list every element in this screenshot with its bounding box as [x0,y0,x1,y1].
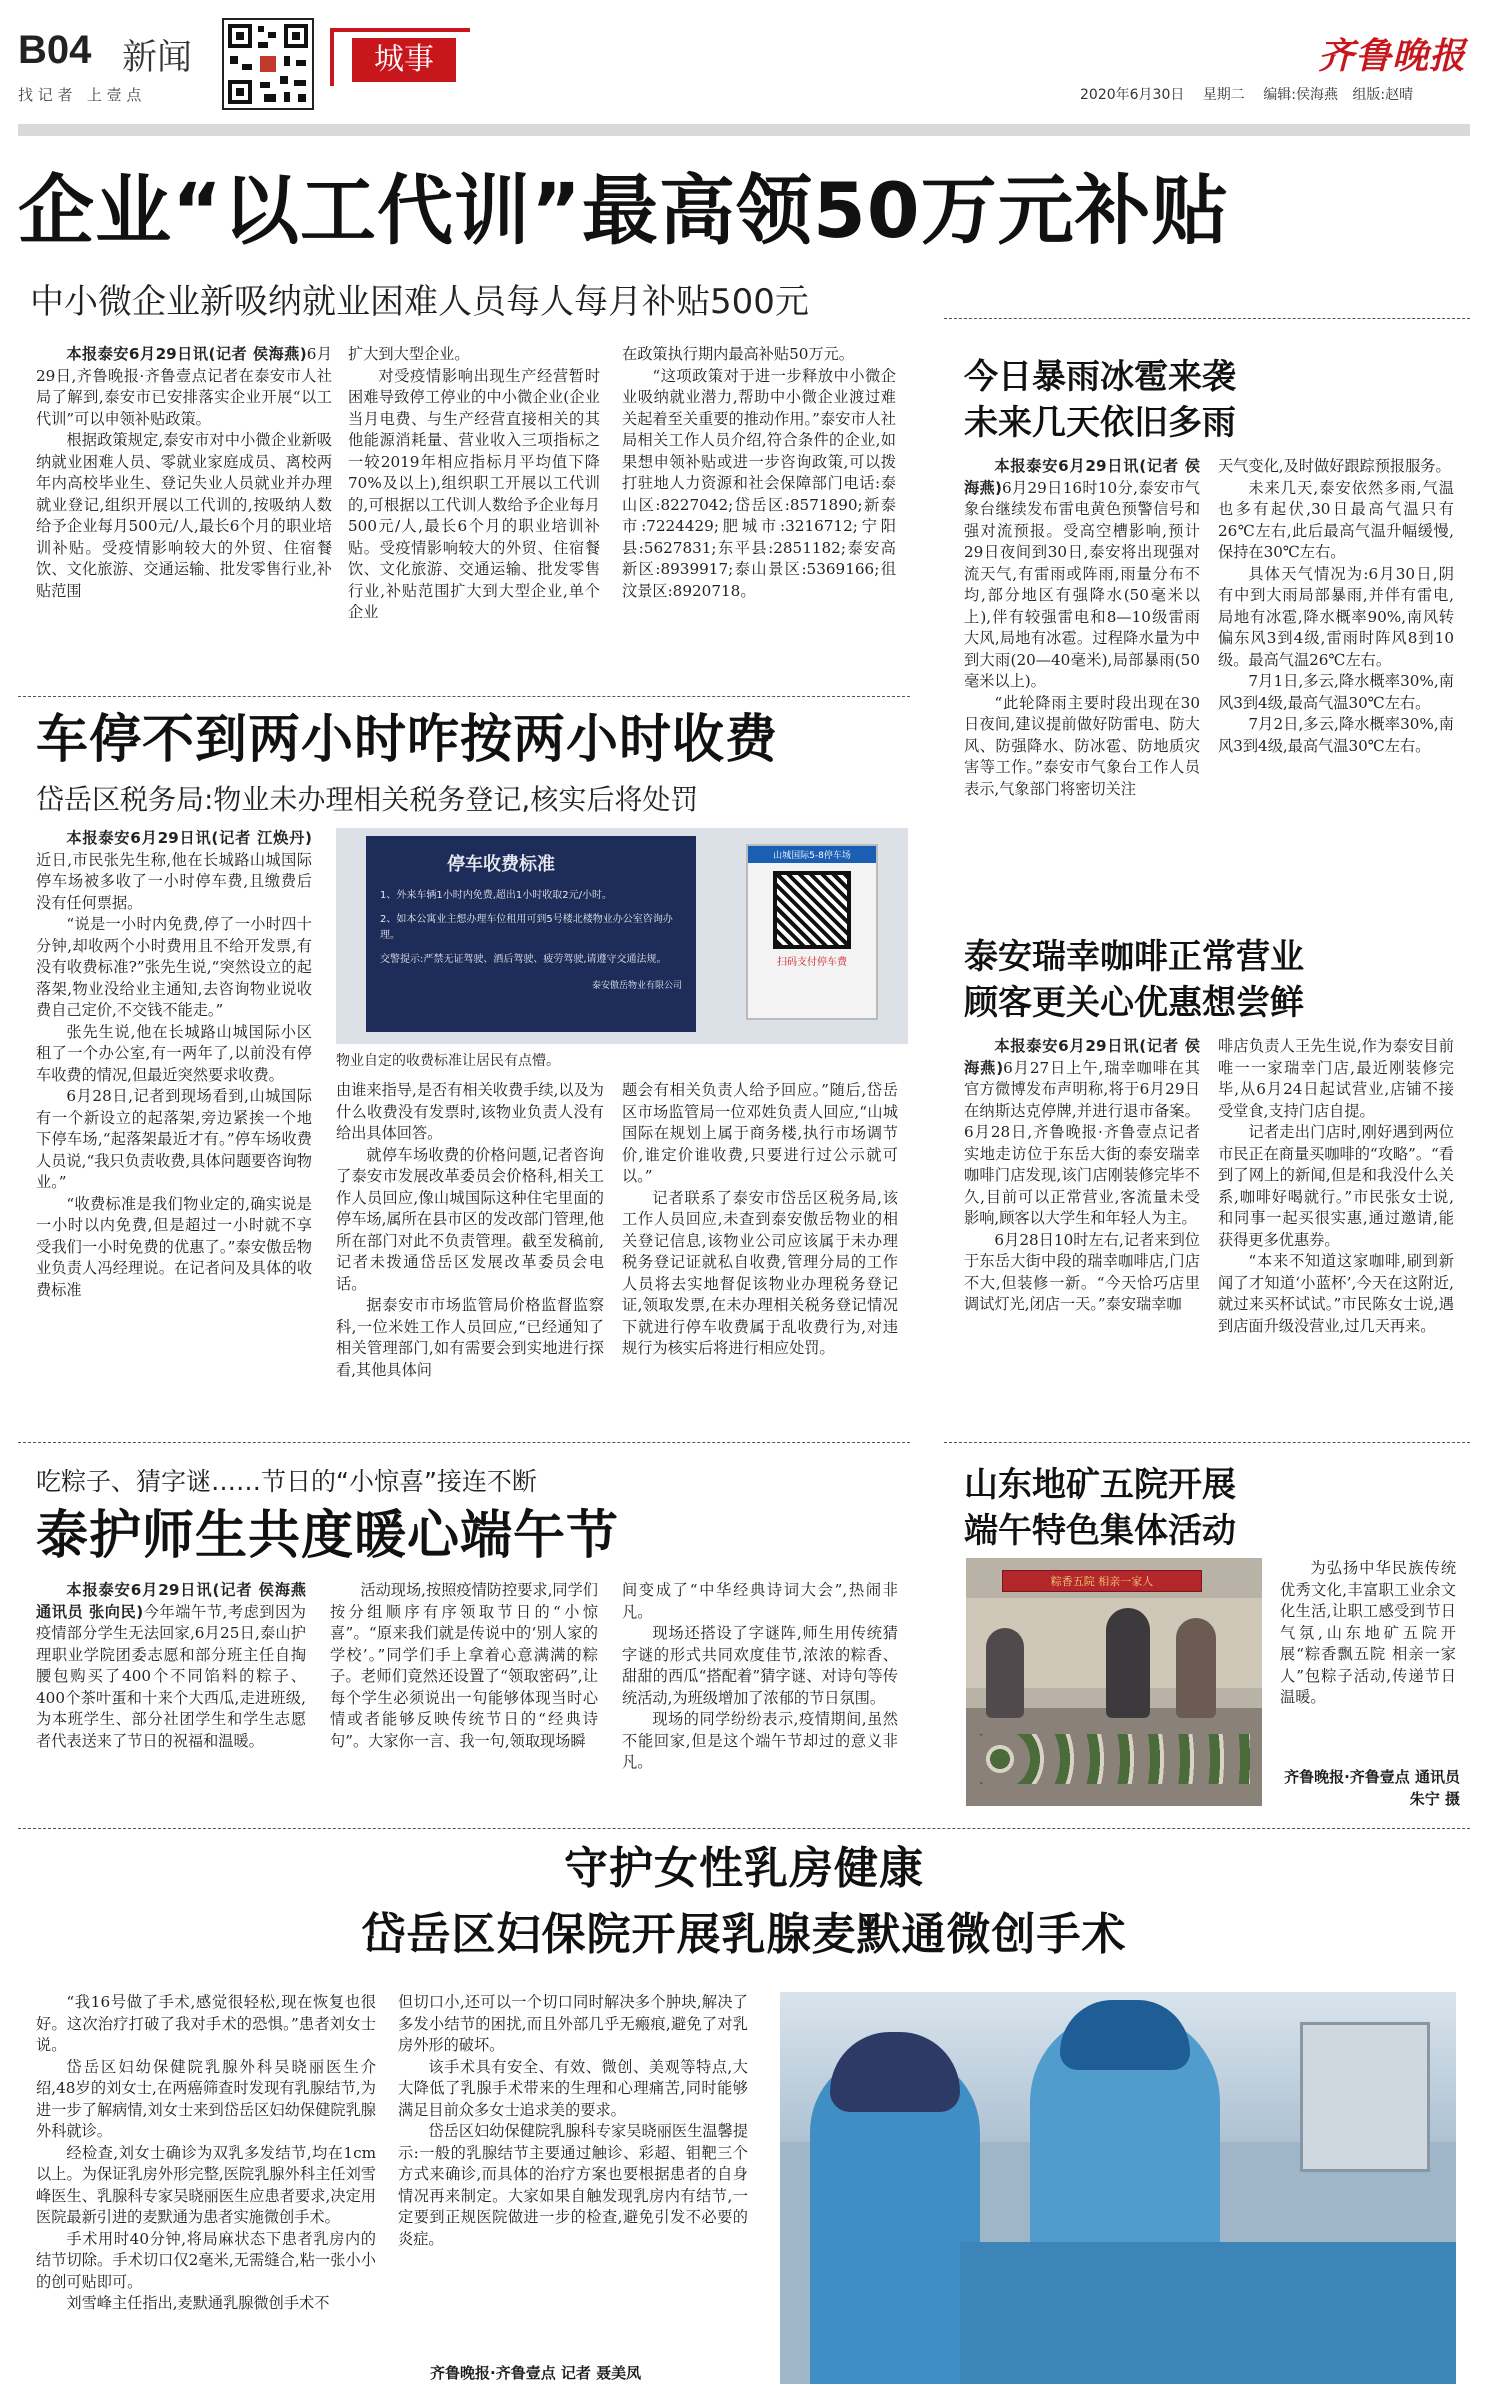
a1-col1-p2: 根据政策规定,泰安市对中小微企业新吸纳就业困难人员、零就业家庭成员、离校两年内高校毕业生、登记失业人员就业并办理就业登记,组织开展以工代训的,按吸纳人数给予企业每月500元/人,最长6个月的职业培训补贴。受疫情影响较大的外贸、住宿餐饮、文化旅游、交通运输、批发零售行业,补贴范围 [36,431,332,600]
a6-photo-bowls [980,1734,1250,1784]
a2-col1-p1: 近日,市民张先生称,他在长城路山城国际停车场被多收了一小时停车费,且缴费后没有任何票据。 [36,850,312,912]
a1-subtitle: 中小微企业新吸纳就业困难人员每人每月补贴500元 [30,282,809,322]
a3-col2-p3: 具体天气情况为:6月30日,阴有中到大雨局部暴雨,并伴有雷电,局地有冰雹,降水概率90%,南风转偏东风3到4级,雷雨时阵风8到10级。最高气温26℃左右。 [1218,564,1454,669]
a4-col2-p2: 记者走出门店时,刚好遇到两位市民正在商量买咖啡的“攻略”。“看到了网上的新闻,但是和我没什么关系,咖啡好喝就行。”市民张女士说,和同事一起买很实惠,通过邀请,能获得更多优惠券。 [1218,1123,1454,1249]
divider [944,318,1470,319]
a5-col3 [622,1580,898,1774]
a1-title: 企业“以工代训”最高领50万元补贴 [18,166,1229,255]
a5-byline: 本报泰安6月29日讯(记者 侯海燕 通讯员 张向民) [36,1581,306,1621]
a7-title2: 岱岳区妇保院开展乳腺麦默通微创手术 [361,1909,1127,1960]
a6-photo-person [1176,1618,1216,1718]
a6-text-p: 为弘扬中华民族传统优秀文化,丰富职工业余文化生活,让职工感受到节日气氛,山东地矿五院开展“粽香飘五院 相亲一家人”包粽子活动,传递节日温暖。 [1280,1559,1456,1706]
a3-col2-p4: 7月1日,多云,降水概率30%,南风3到4级,最高气温30℃左右。 [1218,672,1454,712]
a4-col2-p1: 啡店负责人王先生说,作为泰安目前唯一一家瑞幸门店,最近刚装修完毕,从6月24日起试营业,店铺不接受堂食,支持门店自提。 [1218,1037,1454,1120]
parking-sign-title: 停车收费标准 [447,854,555,875]
qr-payment-caption: 扫码支付停车费 [777,957,847,968]
a5-col3-p2: 现场还搭设了字谜阵,师生用传统猜字谜的形式共同欢度佳节,浓浓的粽香、甜甜的西瓜“搭配着”猜字谜、对诗句等传统活动,为班级增加了浓郁的节日氛围。 [622,1624,898,1707]
a5-col1-p1: 今年端午节,考虑到因为疫情部分学生无法回家,6月25日,泰山护理职业学院团委志愿和部分班主任自掏腰包购买了400个不同馅料的粽子、400个茶叶蛋和十来个大西瓜,走进班级,为本班学生、部分社团学生和学生志愿者代表送来了节日的祝福和温暖。 [36,1602,306,1750]
parking-sign-company: 泰安傲岳物业有限公司 [591,981,682,991]
a5-col3-p1: 间变成了“中华经典诗词大会”,热闹非凡。 [622,1581,898,1621]
divider [18,696,910,697]
a1-col2-p2: 对受疫情影响出现生产经营暂时困难导致停工停业的中小微企业(企业当月电费、与生产经营直接相关的其他能源消耗量、营业收入三项指标之一较2019年相应指标月平均值下降70%及以上),组织职工开展以工代训的,可根据以工代训人数给予企业每月500元/人,最长6个月的职业培训补贴。受疫情影响较大的外贸、住宿餐饮、文化旅游、交通运输、批发零售行业,补贴范围扩大到大型企业,单个企业 [348,366,600,621]
a6-credit: 齐鲁晚报·齐鲁壹点 通讯员 朱宁 摄 [1284,1768,1460,1808]
a2-col3-p1: 题会有相关负责人给予回应。”随后,岱岳区市场监管局一位邓姓负责人回应,“山城国际在规划上属于商务楼,执行市场调节价,谁定价谁收费,只要进行过公示就可以。” [622,1081,898,1185]
parking-sign-line: 2、如本公寓业主想办理车位租用可到5号楼北楼物业办公室咨询办理。 [380,914,673,941]
section-name: 新闻 [122,38,193,78]
qr-code-icon [222,18,314,110]
a7-credit: 齐鲁晚报·齐鲁壹点 记者 聂美凤 [430,2364,642,2382]
a2-col3 [622,1080,898,1360]
a7-col2-p3: 岱岳区妇幼保健院乳腺科专家吴晓丽医生温馨提示:一般的乳腺结节主要通过触诊、彩超、钼靶三个方式来确诊,而具体的治疗方案也要根据患者的自身情况再来制定。大家如果自触发现乳房内有结节,一定要到正规医院做进一步的检查,避免引发不必要的炎症。 [398,2122,748,2248]
a3-col2-p1: 天气变化,及时做好跟踪预报服务。 [1218,457,1451,475]
a3-col2-p5: 7月2日,多云,降水概率30%,南风3到4级,最高气温30℃左右。 [1218,715,1454,755]
parking-sign-line: 1、外来车辆1小时内免费,超出1小时收取2元/小时。 [380,890,612,901]
a2-col1 [36,828,312,1428]
a4-col2 [1218,1036,1454,1337]
a1-byline: 本报泰安6月29日讯(记者 侯海燕) [66,345,307,363]
a1-col2 [348,344,600,624]
a5-col2 [330,1580,598,1752]
a4-title: 泰安瑞幸咖啡正常营业 顾客更关心优惠想尝鲜 [964,937,1304,1023]
editor: 编辑:侯海燕 [1263,87,1338,103]
a7-col2-p2: 该手术具有安全、有效、微创、美观等特点,大大降低了乳腺手术带来的生理和心理痛苦,同时能够满足目前众多女士追求美的要求。 [398,2057,748,2119]
a5-kicker: 吃粽子、猜字谜……节日的“小惊喜”接连不断 [36,1467,537,1496]
a1-col3-p1: 在政策执行期内最高补贴50万元。 [622,345,854,363]
a5-col2-p1: 活动现场,按照疫情防控要求,同学们按分组顺序有序领取节日的“小惊喜”。“原来我们就是传说中的‘别人家的学校’。”同学们手上拿着心意满满的粽子。老师们竟然还设置了“领取密码”,让每个学生必须说出一句能够体现当时心情或者能够反映传统节日的“经典诗句”。大家你一言、我一句,领取现场瞬 [330,1581,598,1750]
a7-col1-p3: 经检查,刘女士确诊为双乳多发结节,均在1cm以上。为保证乳房外形完整,医院乳腺外科主任刘雪峰医生、乳腺科专家吴晓丽医生应患者要求,决定用医院最新引进的麦默通为患者实施微创手术。 [36,2143,376,2226]
layout-editor: 组版:赵晴 [1352,87,1414,103]
a7-col1-p4: 手术用时40分钟,将局麻状态下患者乳房内的结节切除。手术切口仅2毫米,无需缝合,粘一张小小的创可贴即可。 [36,2229,376,2291]
a6-banner-text: 粽香五院 相亲一家人 [1050,1575,1154,1588]
a2-byline: 本报泰安6月29日讯(记者 江焕丹) [66,829,312,847]
newspaper-logo: 齐鲁晚报 [1318,35,1467,77]
a6-photo-person [1106,1608,1150,1718]
a3-col1-p1: 6月29日16时10分,泰安市气象台继续发布雷电黄色预警信号和强对流预报。受高空槽影响,预计29日夜间到30日,泰安将出现强对流天气,有雷雨或阵雨,雨量分布不均,部分地区有强降水(50毫米以上),伴有较强雷电和8—10级雷雨大风,局地有冰雹。过程降水量为中到大雨(20—40毫米),局部暴雨(50毫米以上)。 [964,478,1200,690]
a4-byline: 本报泰安6月29日讯(记者 侯海燕) [964,1037,1200,1077]
a2-subtitle: 岱岳区税务局:物业未办理相关税务登记,核实后将处罚 [36,783,699,816]
a5-col3-p3: 现场的同学纷纷表示,疫情期间,虽然不能回家,但是这个端午节却过的意义非凡。 [622,1710,898,1771]
qr-payment-title: 山城国际5-8停车场 [748,846,876,863]
masthead [0,0,1488,140]
a4-col2-p3: “本来不知道这家咖啡,刷到新闻了才知道‘小蓝杯’,今天在这附近,就过来买杯试试。”市民陈女士说,遇到店面升级没营业,过几天再来。 [1218,1252,1454,1335]
a2-col2 [336,1080,604,1381]
a2-col2-p2: 就停车场收费的价格问题,记者咨询了泰安市发展改革委员会价格科,相关工作人员回应,像山城国际这种住宅里面的停车场,属所在县市区的发改部门管理,他所在部门对此不负责管理。截至发稿前,记者未拨通岱岳区发展改革委员会电话。 [336,1145,604,1293]
a4-col1-p2: 6月28日10时左右,记者来到位于东岳大街中段的瑞幸咖啡店,门店不大,但装修一新。“今天恰巧店里调试灯光,闭店一天。”泰安瑞幸咖 [964,1230,1200,1313]
a3-col1 [964,456,1200,800]
parking-sign-board [366,836,696,1032]
a2-col2-p1: 由谁来指导,是否有相关收费手续,以及为什么收费没有发票时,该物业负责人没有给出具体回答。 [336,1081,604,1142]
divider [18,1828,1470,1829]
a5-title: 泰护师生共度暖心端午节 [36,1506,620,1566]
date-line [1080,84,1413,104]
a7-col1 [36,1992,376,2390]
a1-col1-p1: 6月29日,齐鲁晚报·齐鲁壹点记者在泰安市人社局了解到,泰安市已安排落实企业开展“以工代训”可以申领补贴政策。 [36,345,333,428]
a3-col2 [1218,456,1454,757]
a6-photo [966,1558,1262,1806]
a2-col1-p3: 张先生说,他在长城路山城国际小区租了一个办公室,有一两年了,以前没有停车收费的情况,但最近突然要求收费。 [36,1022,312,1084]
a7-col1-p2: 岱岳区妇幼保健院乳腺外科吴晓丽医生介绍,48岁的刘女士,在两癌筛查时发现有乳腺结节,为进一步了解病情,刘女士来到岱岳区妇幼保健院乳腺外科就诊。 [36,2057,376,2140]
a7-photo-drape [960,2242,1456,2384]
a4-col1 [964,1036,1200,1316]
a7-col1-p1: “我16号做了手术,感觉很轻松,现在恢复也很好。这次治疗打破了我对手术的恐惧。”患者刘女士说。 [36,1993,376,2054]
issue-weekday: 星期二 [1202,87,1245,103]
qr-code-icon [773,871,851,949]
a3-col1-p2: “此轮降雨主要时段出现在30日夜间,建议提前做好防雷电、防大风、防强降水、防冰雹、防地质灾害等工作。”泰安市气象台工作人员表示,气象部门将密切关注 [964,693,1200,798]
a7-photo-monitor [1300,2022,1430,2172]
a2-col3-p2: 记者联系了泰安市岱岳区税务局,该工作人员回应,未查到泰安傲岳物业的相关登记信息,该物业公司应该属于未办理税务登记证就私自收费,管理分局的工作人员将去实地督促该物业办理税务登记证,领取发票,在未办理相关税务登记情况下就进行停车收费属于乱收费行为,对违规行为核实后将进行相应处罚。 [622,1188,898,1357]
header-rule [18,124,1470,136]
a7-title1: 守护女性乳房健康 [564,1843,924,1894]
parking-sign-line: 交警提示:严禁无证驾驶、酒后驾驶、疲劳驾驶,请遵守交通法规。 [380,954,667,965]
a6-title: 山东地矿五院开展 端午特色集体活动 [964,1465,1236,1551]
parking-sign-photo [336,828,908,1044]
divider [18,1442,910,1443]
a7-surgery-photo [780,1992,1456,2384]
a6-text [1280,1558,1456,1709]
a2-col2-p3: 据泰安市市场监管局价格监督监察科,一位米姓工作人员回应,“已经通知了相关管理部门,如有需要会到实地进行探看,其他具体问 [336,1296,604,1379]
a3-col2-p2: 未来几天,泰安依然多雨,气温也多有起伏,30日最高气温只有26℃左右,此后最高气温升幅缓慢,保持在30℃左右。 [1218,478,1454,561]
a2-col1-p5: “收费标准是我们物业定的,确实说是一小时以内免费,但是超过一小时就不享受我们一小时免费的优惠了。”泰安傲岳物业负责人冯经理说。在记者问及具体的收费标准 [36,1194,312,1299]
a6-photo-person [986,1628,1024,1718]
a1-col3 [622,344,896,602]
a1-col2-p1: 扩大到大型企业。 [348,345,470,363]
a1-col1 [36,344,332,602]
section-tag-label: 城事 [352,38,456,82]
issue-date: 2020年6月30日 [1080,87,1185,103]
a6-banner [1002,1570,1202,1592]
a5-col1 [36,1580,306,1752]
a3-byline: 本报泰安6月29日讯(记者 侯海燕) [964,457,1200,497]
a2-title: 车停不到两小时咋按两小时收费 [36,710,779,770]
a4-col1-p1: 6月27日上午,瑞幸咖啡在其官方微博发布声明称,将于6月29日在纳斯达克停牌,并进行退市备案。6月28日,齐鲁晚报·齐鲁壹点记者实地走访位于东岳大街的泰安瑞幸咖啡门店发现,该门店刚装修完毕不久,目前可以正常营业,客流量未受影响,顾客以大学生和年轻人为主。 [964,1058,1200,1227]
a7-col2 [398,1992,748,2362]
header-sub-left: 找 记 者 上 壹 点 [18,86,142,104]
a2-photo-caption: 物业自定的收费标准让居民有点懵。 [336,1053,560,1069]
a7-col1-p5: 刘雪峰主任指出,麦默通乳腺微创手术不 [66,2294,330,2312]
section-tag [330,28,470,86]
a2-col1-p4: 6月28日,记者到现场看到,山城国际有一个新设立的起落架,旁边紧挨一个地下停车场,“起落架最近才有。”停车场收费人员说,“我只负责收费,具体问题要咨询物业。” [36,1087,312,1191]
qr-payment-board [746,844,878,1020]
a1-col3-p2: “这项政策对于进一步释放中小微企业吸纳就业潜力,帮助中小微企业渡过难关起着至关重要的推动作用。”泰安市人社局相关工作人员介绍,符合条件的企业,如果想申领补贴或进一步咨询政策,可以拨打驻地人力资源和社会保障部门电话:泰山区:8227042;岱岳区:8571890;新泰市:7224429;肥城市:3216712;宁阳县:5627831;东平县:2851182;泰安高新区:8939917;泰山景区:5369166;徂汶景区:8920718。 [622,366,896,600]
a2-col1-p2: “说是一小时内免费,停了一小时四十分钟,却收两个小时费用且不给开发票,有没有收费标准?”张先生说,“突然设立的起落架,物业没给业主通知,去咨询物业说收费自己定价,不交钱不能走。” [36,915,312,1019]
a3-title: 今日暴雨冰雹来袭 未来几天依旧多雨 [964,357,1236,443]
page-number: B04 [18,28,92,72]
divider [944,1442,1470,1443]
a7-col2-p1: 但切口小,还可以一个切口同时解决多个肿块,解决了多发小结节的困扰,而且外部几乎无瘢痕,避免了对乳房外形的破坏。 [398,1993,748,2054]
